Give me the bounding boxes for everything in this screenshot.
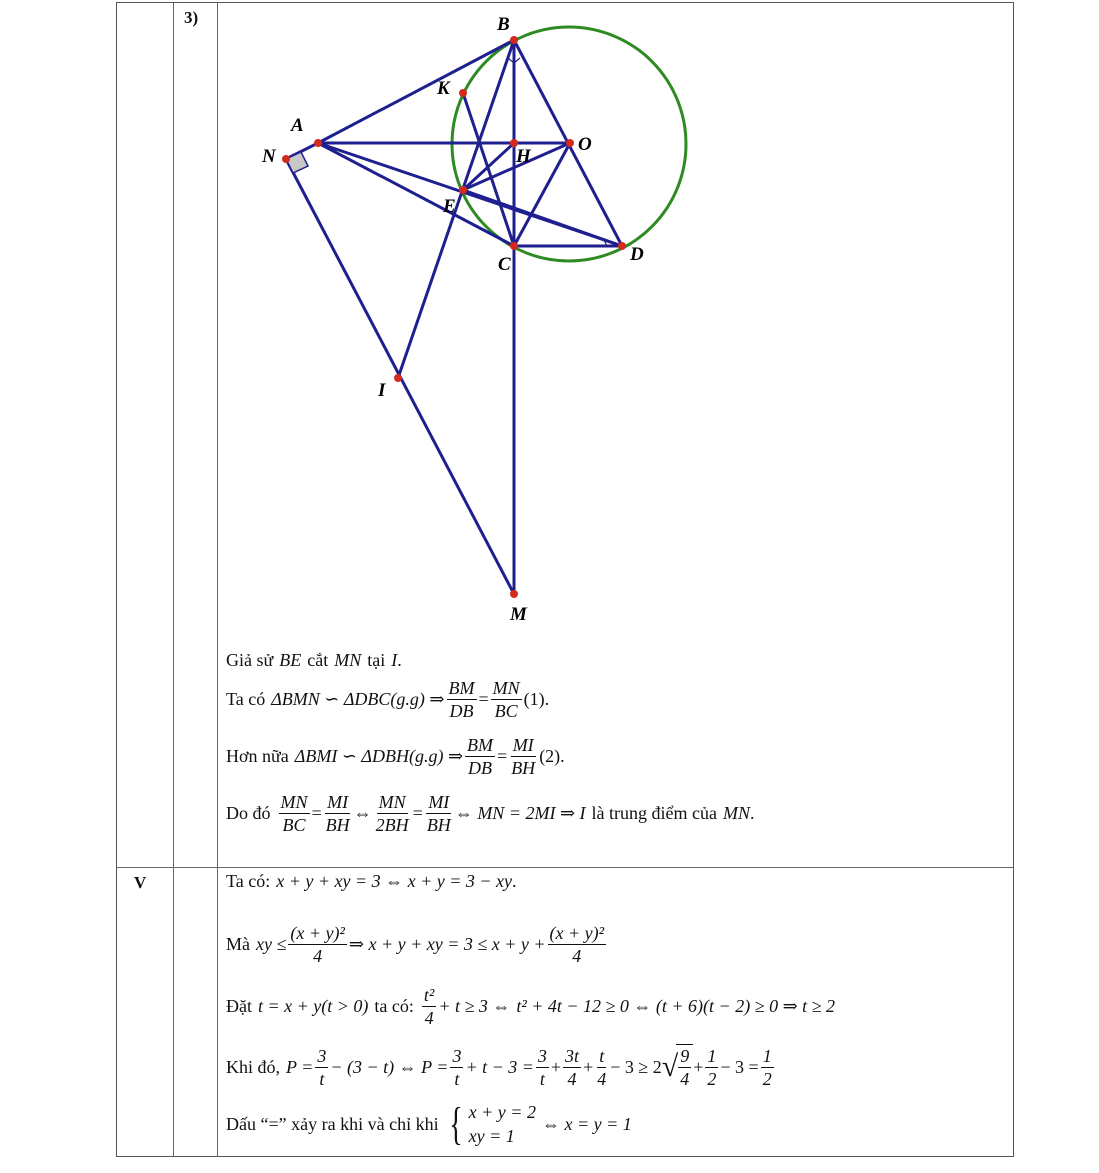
point-i bbox=[394, 374, 402, 382]
proof-line-2: Ta có ΔBMN ∽ ΔDBC(g.g) ⇒ $\frac{BM}{DB}$ = $\frac{MN}{BC}$ (1). bbox=[226, 678, 550, 721]
proof-line-4: Do đó $\frac{MN}{BC}$ = $\frac{MI}{BH}$ ⇔ $\frac{MN}{2BH}$ = $\frac{MI}{BH}$ ⇔ MN = 2MI ⇒ I là trung điểm của MN . bbox=[226, 792, 755, 835]
point-labels bbox=[261, 14, 644, 625]
label-c: C bbox=[498, 254, 511, 275]
point-m bbox=[510, 590, 518, 598]
label-a: A bbox=[291, 115, 304, 136]
part5-line-4: Khi đó, P = $\frac{3}{t}$ − (3 − t) ⇔ P = $\frac{3}{t}$ + t − 3 = $\frac{3}{t}$ + $\frac{3t}{4}$ + $\frac{t}{4}$ − 3 ≥ 2 √ $\frac{9}{4}$ + $\frac{1}{2}$ − 3 = $\frac{1}{2}$ bbox=[226, 1045, 772, 1089]
label-h: H bbox=[516, 146, 531, 167]
label-m: M bbox=[510, 604, 527, 625]
label-k: K bbox=[437, 78, 450, 99]
point-c bbox=[510, 242, 518, 250]
label-b: B bbox=[497, 14, 510, 35]
proof-line-3: Hơn nữa ΔBMI ∽ ΔDBH(g.g) ⇒ $\frac{BM}{DB}$ = $\frac{MI}{BH}$ (2). bbox=[226, 735, 565, 778]
point-k bbox=[459, 89, 467, 97]
point-o bbox=[566, 139, 574, 147]
label-o: O bbox=[578, 134, 592, 155]
row-divider bbox=[117, 867, 1013, 868]
point-b bbox=[510, 36, 518, 44]
point-a bbox=[314, 139, 322, 147]
part5-line-2: Mà xy ≤ $\frac{\text{(x + y)²}}{4}$ ⇒ x + y + xy = 3 ≤ x + y + $\frac{\text{(x + y)²}}{4}$ bbox=[226, 923, 605, 966]
label-e: E bbox=[443, 196, 456, 217]
right-angle-mark bbox=[286, 152, 308, 173]
part5-line-1: Ta có: x + y + xy = 3 ⇔ x + y = 3 − xy . bbox=[226, 871, 517, 891]
label-n: N bbox=[262, 146, 276, 167]
label-i: I bbox=[378, 380, 386, 401]
point-e bbox=[459, 186, 467, 194]
part5-line-3: Đặt t = x + y(t > 0) ta có: $\frac{\text{t²}}{4}$ + t ≥ 3 ⇔ t² + 4t − 12 ≥ 0 ⇔ (t + 6)(t − 2) ≥ 0 ⇒ t ≥ 2 bbox=[226, 985, 836, 1028]
equation-system: { x + y = 2 xy = 1 bbox=[448, 1098, 536, 1149]
proof-line-1: Giả sử BE cắt MN tại I . bbox=[226, 650, 402, 670]
part-label: 3) bbox=[184, 8, 199, 27]
part5-line-5: Dấu “=” xảy ra khi và chỉ khi { x + y = 2 xy = 1 ⇔ x = y = 1 bbox=[226, 1098, 632, 1149]
section-label: V bbox=[134, 873, 147, 892]
point-n bbox=[282, 155, 290, 163]
label-d: D bbox=[630, 244, 644, 265]
point-d bbox=[618, 242, 626, 250]
